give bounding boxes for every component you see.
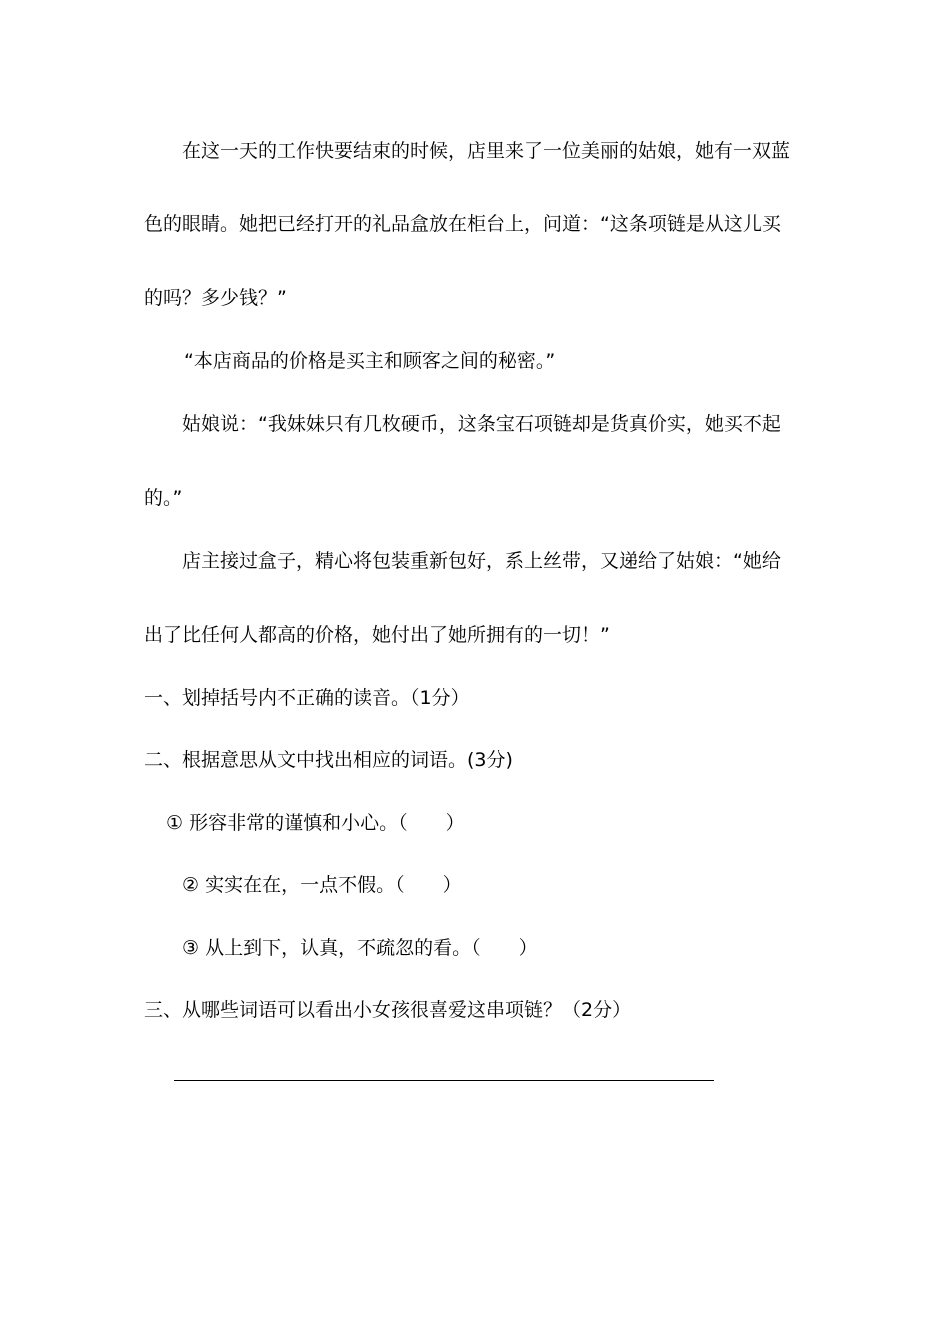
question-2-item-1: ① 形容非常的谨慎和小心。（ ） [166,812,465,834]
passage-p3-line2: 的。” [144,487,183,509]
question-2-item-2: ② 实实在在，一点不假。（ ） [182,874,462,896]
passage-p3-line1: 姑娘说：“我妹妹只有几枚硬币，这条宝石项链却是货真价实，她买不起 [182,413,781,435]
question-2-item-3: ③ 从上到下，认真，不疏忽的看。（ ） [182,937,538,959]
question-1: 一、划掉括号内不正确的读音。（1分） [144,687,470,709]
answer-line[interactable] [174,1080,714,1081]
passage-p2: “本店商品的价格是买主和顾客之间的秘密。” [184,350,556,372]
passage-p1-line2: 色的眼睛。她把已经打开的礼品盒放在柜台上，问道：“这条项链是从这儿买 [144,213,781,235]
passage-p1-line3: 的吗？多少钱？” [144,287,287,309]
passage-p4-line2: 出了比任何人都高的价格，她付出了她所拥有的一切！” [144,624,610,646]
question-3: 三、从哪些词语可以看出小女孩很喜爱这串项链？（2分） [144,999,632,1021]
passage-p4-line1: 店主接过盒子，精心将包装重新包好，系上丝带，又递给了姑娘：“她给 [182,550,781,572]
passage-p1-line1: 在这一天的工作快要结束的时候，店里来了一位美丽的姑娘，她有一双蓝 [182,140,791,162]
question-2: 二、根据意思从文中找出相应的词语。(3分) [144,749,513,771]
